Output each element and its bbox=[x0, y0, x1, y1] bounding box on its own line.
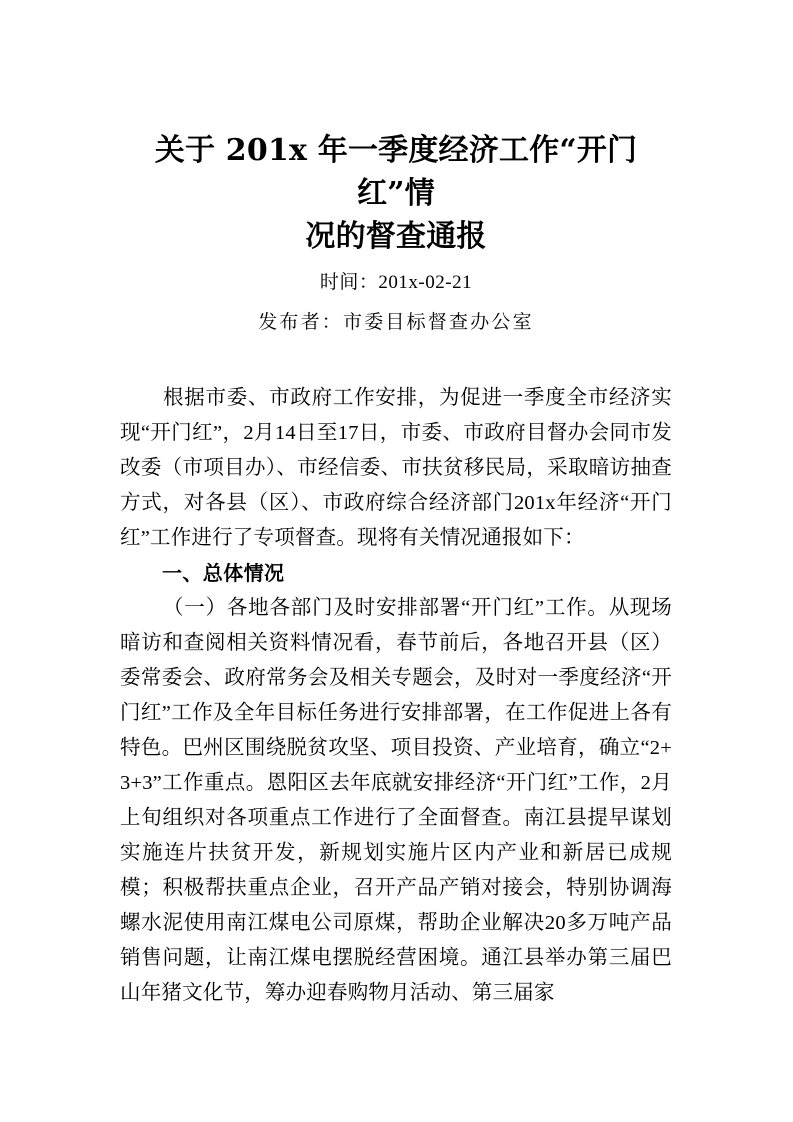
section-heading-overall-situation: 一、总体情况 bbox=[162, 561, 285, 585]
body-paragraph-1: 根据市委、市政府工作安排，为促进一季度全市经济实现“开门红”，2月14日至17日，市委、市政府目督办会同市发改委（市项目办）、市经信委、市扶贫移民局，采取暗访抽查方式，对各县（区）、市政府综合经济部门201x年经济“开门红”工作进行了专项督查。现将有关情况通报如下： bbox=[120, 387, 672, 549]
document-publisher: 发布者：市委目标督查办公室 bbox=[258, 312, 534, 333]
body-paragraph-2: （一）各地各部门及时安排部署“开门红”工作。从现场暗访和查阅相关资料情况看，春节前后，各地召开县（区）委常委会、政府常务会及相关专题会，及时对一季度经济“开门红”工作及全年目标任务进行安排部署，在工作促进上各有特色。巴州区围绕脱贫攻坚、项目投资、产业培育，确立“2+3+3”工作重点。恩阳区去年底就安排经济“开门红”工作，2月上旬组织对各项重点工作进行了全面督查。南江县提早谋划实施连片扶贫开发，新规划实施片区内产业和新居已成规模；积极帮扶重点企业，召开产品产销对接会，特别协调海螺水泥使用南江煤电公司原煤，帮助企业解决20多万吨产品销售问题，让南江煤电摆脱经营困境。通江县举办第三届巴山年猪文化节，筹办迎春购物月活动、第三届家 bbox=[120, 597, 672, 1004]
document-title bbox=[120, 0, 672, 258]
document-body bbox=[120, 334, 672, 1011]
document-title-line-1: 关于 201x 年一季度经济工作“开门红”情 bbox=[154, 133, 638, 211]
document-title-line-2: 况的督查通报 bbox=[305, 219, 487, 254]
document-time: 时间：201x-02-21 bbox=[319, 272, 473, 293]
document-content bbox=[120, 0, 672, 1011]
